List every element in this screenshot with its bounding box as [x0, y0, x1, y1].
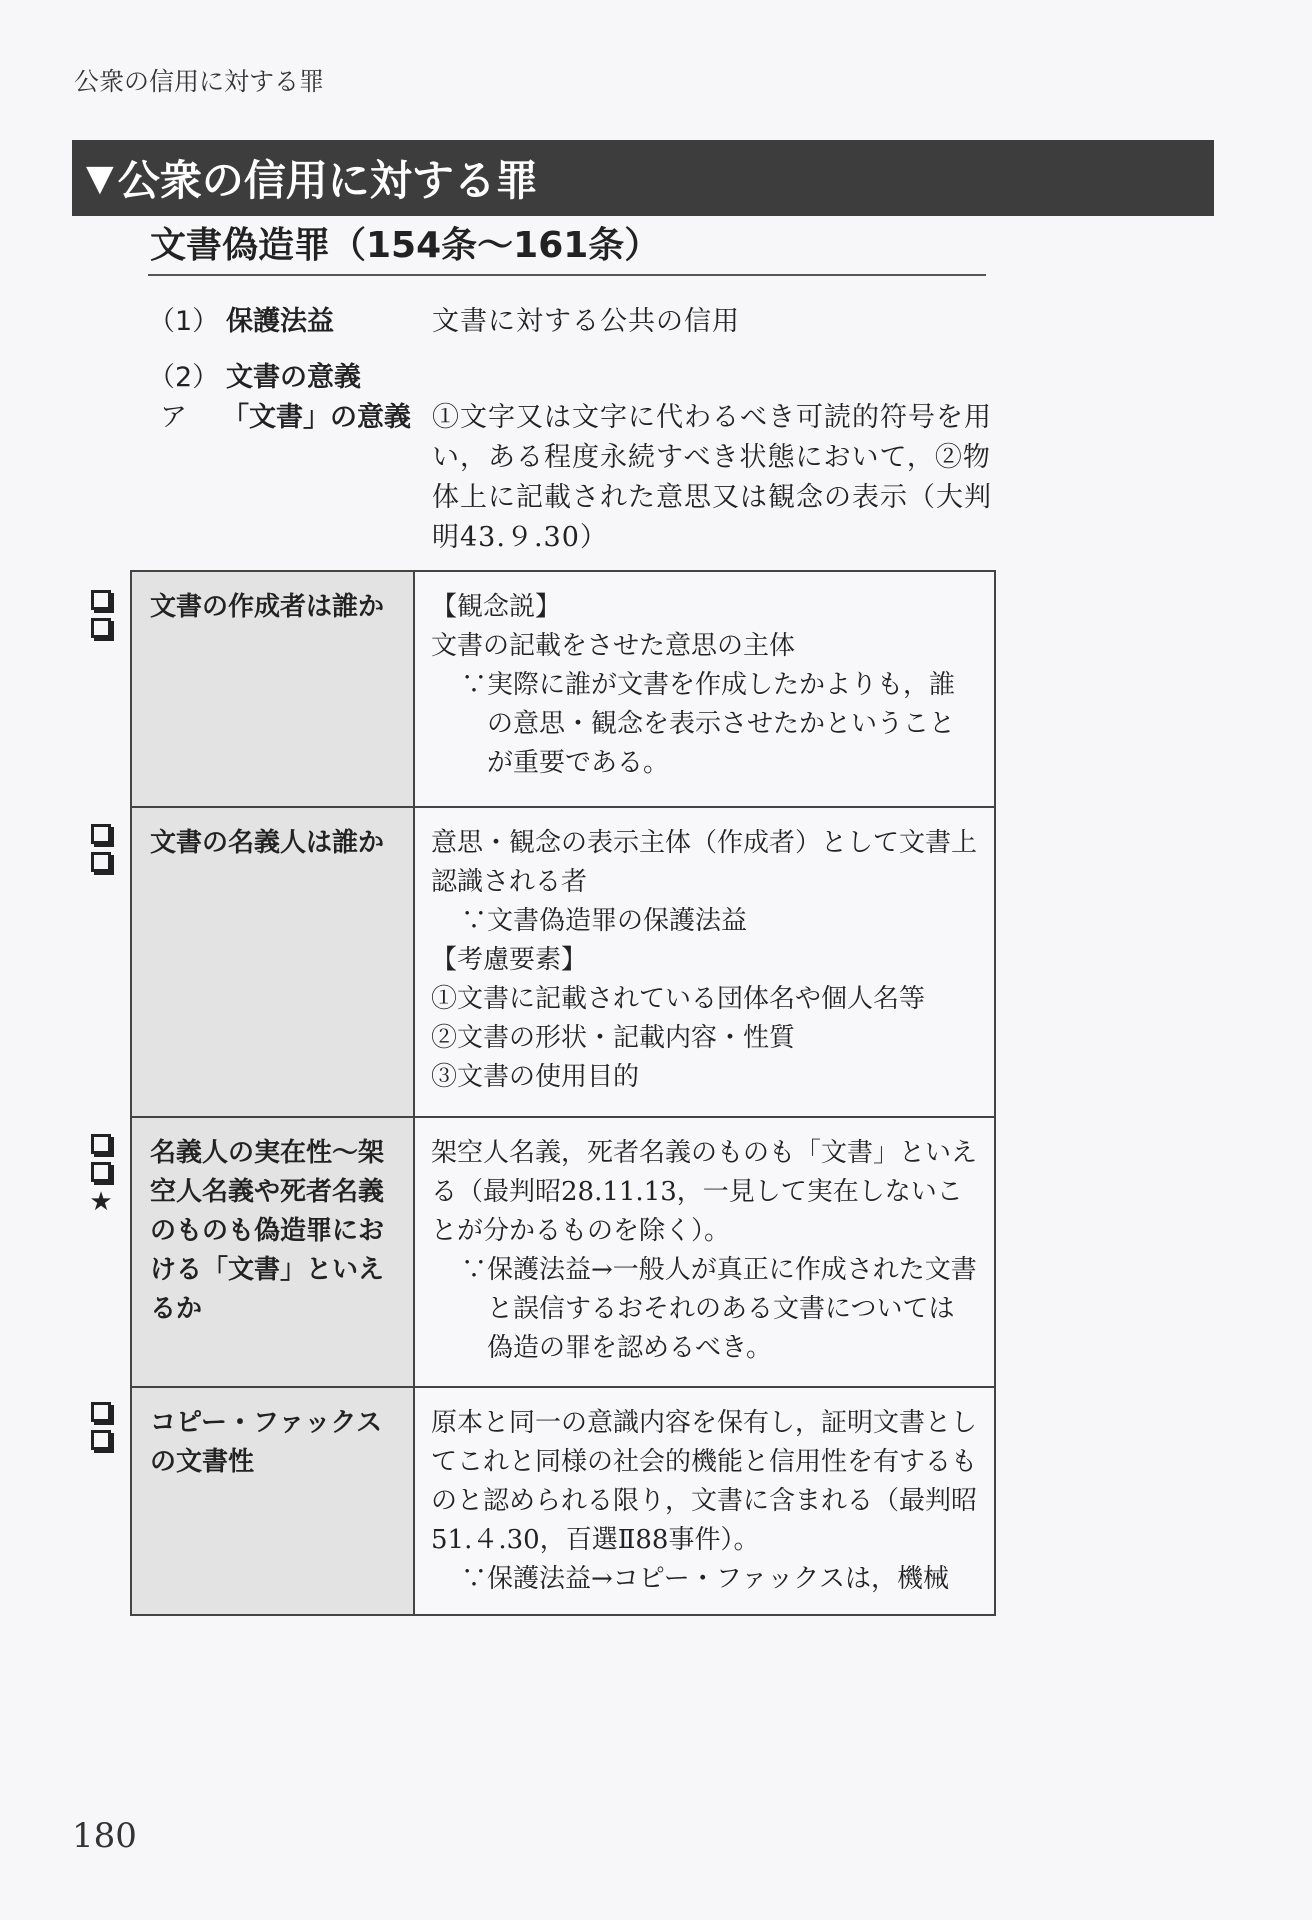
answer-cell: [414, 807, 995, 1117]
answer-line: 架空人名義，死者名義のものも「文書」といえる（最判昭28.11.13，一見して実在しないことが分かるものを除く）。: [431, 1138, 978, 1246]
item-number: （2）: [148, 362, 220, 393]
answer-cell: [414, 571, 995, 807]
checkbox-icon[interactable]: [91, 1162, 111, 1182]
table-row: [131, 571, 995, 807]
answer-line: ∵保護法益→一般人が真正に作成された文書と誤信するおそれのある文書については偽造の罪を認めるべき。: [461, 1255, 977, 1363]
section-title: 公衆の信用に対する罪: [117, 156, 538, 205]
item-label: 保護法益: [226, 306, 334, 337]
row-3-marks: [86, 1134, 116, 1217]
answer-line: 【考慮要素】: [431, 945, 588, 975]
answer-line: 原本と同一の意識内容を保有し，証明文書としてこれと同様の社会的機能と信用性を有するものと認められる限り，文書に含まれる（最判昭51.４.30，百選Ⅱ88事件）。: [431, 1408, 978, 1555]
answer-line: 意思・観念の表示主体（作成者）として文書上認識される者: [431, 828, 978, 897]
row-2-marks: [86, 824, 116, 872]
table-row: [131, 807, 995, 1117]
item-text: ①文字又は文字に代わるべき可読的符号を用い，ある程度永続すべき状態において，②物体上に記載された意思又は観念の表示（大判明43.９.30）: [432, 402, 992, 553]
triangle-marker-icon: ▼: [86, 157, 114, 199]
checkbox-icon[interactable]: [91, 1134, 111, 1154]
page-number: 180: [72, 1816, 137, 1856]
item-label: 文書の意義: [226, 362, 361, 393]
answer-line: ∵保護法益→コピー・ファックスは，機械: [461, 1564, 949, 1594]
answer-line: ∵文書偽造罪の保護法益: [461, 906, 748, 936]
answer-line: ②文書の形状・記載内容・性質: [431, 1023, 796, 1053]
checkbox-icon[interactable]: [91, 1430, 111, 1450]
checkbox-icon[interactable]: [91, 852, 111, 872]
checkbox-icon[interactable]: [91, 1402, 111, 1422]
checkbox-icon[interactable]: [91, 618, 111, 638]
section-banner: [72, 140, 1214, 216]
question-cell: 文書の名義人は誰か: [131, 807, 414, 1117]
item-number: ア: [160, 402, 187, 433]
running-head: 公衆の信用に対する罪: [74, 67, 325, 96]
subtitle: 文書偽造罪（154条～161条）: [150, 225, 661, 266]
subtitle-block: [148, 218, 986, 276]
table-row: [131, 1387, 995, 1615]
item-label: 「文書」の意義: [222, 402, 411, 433]
question-cell: 名義人の実在性～架空人名義や死者名義のものも偽造罪における「文書」といえるか: [131, 1117, 414, 1387]
item-text: 文書に対する公共の信用: [432, 306, 740, 337]
checkbox-icon[interactable]: [91, 590, 111, 610]
star-icon: ★: [89, 1187, 113, 1217]
answer-cell: [414, 1387, 995, 1615]
question-cell: コピー・ファックスの文書性: [131, 1387, 414, 1615]
answer-cell: [414, 1117, 995, 1387]
item-definition: [0, 398, 1000, 558]
item-number: （1）: [148, 306, 220, 337]
issues-table: [130, 570, 996, 1616]
answer-line: ∵実際に誰が文書を作成したかよりも，誰の意思・観念を表示させたかということが重要である。: [461, 670, 956, 778]
checkbox-icon[interactable]: [91, 824, 111, 844]
answer-line: 【観念説】: [431, 592, 562, 622]
answer-line: 文書の記載をさせた意思の主体: [431, 631, 796, 661]
table-row: [131, 1117, 995, 1387]
row-1-marks: [86, 590, 116, 638]
row-4-marks: [86, 1402, 116, 1450]
answer-line: ①文書に記載されている団体名や個人名等: [431, 984, 926, 1014]
answer-line: ③文書の使用目的: [431, 1062, 640, 1092]
question-cell: 文書の作成者は誰か: [131, 571, 414, 807]
